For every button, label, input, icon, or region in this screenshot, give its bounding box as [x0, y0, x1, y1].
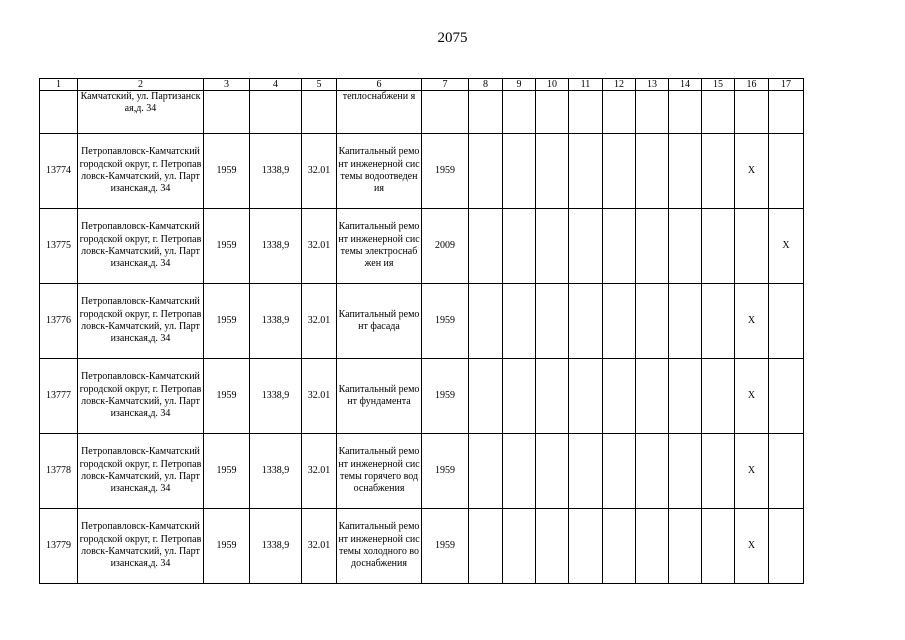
column-number-6: 6 — [337, 79, 422, 91]
mark-col-17 — [769, 134, 804, 209]
empty-cell — [503, 134, 536, 209]
work-type-cell: Капитальный ремонт инженерной системы водоотведения — [337, 134, 422, 209]
year-repair-cell: 1959 — [422, 509, 469, 584]
column-number-14: 14 — [669, 79, 702, 91]
column-number-16: 16 — [735, 79, 769, 91]
empty-cell — [669, 284, 702, 359]
address-cell: Петропавловск-Камчатский городской округ, г. Петропавловск-Камчатский, ул. Партизанская,д. 34 — [78, 359, 204, 434]
empty-cell — [702, 284, 735, 359]
empty-cell — [536, 284, 569, 359]
work-type-cell: Капитальный ремонт инженерной системы холодного водоснабжения — [337, 509, 422, 584]
table-row — [40, 434, 804, 509]
table-row — [40, 134, 804, 209]
column-number-7: 7 — [422, 79, 469, 91]
year-built-cell: 1959 — [204, 359, 250, 434]
empty-cell — [503, 359, 536, 434]
row-id-cell: 13776 — [40, 284, 78, 359]
empty-cell — [636, 434, 669, 509]
code-cell: 32.01 — [302, 209, 337, 284]
year-built-cell: 1959 — [204, 134, 250, 209]
mark-col-17 — [769, 509, 804, 584]
mark-col-17: X — [769, 209, 804, 284]
area-cell: 1338,9 — [250, 434, 302, 509]
work-type-cell: Капитальный ремонт фундамента — [337, 359, 422, 434]
empty-cell — [702, 509, 735, 584]
work-type-cell: Капитальный ремонт инженерной системы электроснабжен ия — [337, 209, 422, 284]
row-id-cell: 13775 — [40, 209, 78, 284]
address-cell: Петропавловск-Камчатский городской округ, г. Петропавловск-Камчатский, ул. Партизанская,д. 34 — [78, 509, 204, 584]
registry-table — [39, 78, 804, 584]
column-number-8: 8 — [469, 79, 503, 91]
mark-col-16: X — [735, 134, 769, 209]
empty-cell — [603, 284, 636, 359]
empty-cell — [669, 434, 702, 509]
empty-cell — [702, 134, 735, 209]
work-type-cell: Капитальный ремонт инженерной системы горячего водоснабжения — [337, 434, 422, 509]
row-id-cell: 13777 — [40, 359, 78, 434]
empty-cell — [669, 134, 702, 209]
area-cell: 1338,9 — [250, 359, 302, 434]
area-cell: 1338,9 — [250, 509, 302, 584]
column-number-13: 13 — [636, 79, 669, 91]
empty-cell — [636, 134, 669, 209]
empty-cell — [636, 509, 669, 584]
empty-cell — [569, 284, 603, 359]
empty-cell — [503, 434, 536, 509]
table-row — [40, 209, 804, 284]
empty-cell — [503, 509, 536, 584]
empty-cell — [603, 509, 636, 584]
table-row — [40, 359, 804, 434]
empty-cell — [503, 284, 536, 359]
area-cell: 1338,9 — [250, 209, 302, 284]
empty-cell — [536, 134, 569, 209]
empty-cell — [669, 359, 702, 434]
year-repair-cell: 1959 — [422, 359, 469, 434]
column-number-17: 17 — [769, 79, 804, 91]
work-type-cell: Капитальный ремонт фасада — [337, 284, 422, 359]
empty-cell — [636, 359, 669, 434]
column-number-row — [40, 79, 804, 91]
mark-col-16: X — [735, 434, 769, 509]
mark-col-17 — [769, 434, 804, 509]
mark-col-16: X — [735, 509, 769, 584]
code-cell: 32.01 — [302, 509, 337, 584]
year-repair-cell: 2009 — [422, 209, 469, 284]
continuation-row — [40, 91, 804, 134]
code-cell: 32.01 — [302, 359, 337, 434]
code-cell: 32.01 — [302, 284, 337, 359]
table-row — [40, 509, 804, 584]
empty-cell — [569, 134, 603, 209]
empty-cell — [469, 209, 503, 284]
empty-cell — [569, 209, 603, 284]
empty-cell — [469, 509, 503, 584]
area-cell: 1338,9 — [250, 284, 302, 359]
empty-cell — [636, 284, 669, 359]
row-id-cell: 13774 — [40, 134, 78, 209]
empty-cell — [569, 359, 603, 434]
mark-col-17 — [769, 284, 804, 359]
empty-cell — [603, 209, 636, 284]
column-number-1: 1 — [40, 79, 78, 91]
column-number-15: 15 — [702, 79, 735, 91]
row-id-cell: 13779 — [40, 509, 78, 584]
empty-cell — [469, 134, 503, 209]
column-number-9: 9 — [503, 79, 536, 91]
empty-cell — [536, 434, 569, 509]
column-number-3: 3 — [204, 79, 250, 91]
address-cell: Петропавловск-Камчатский городской округ, г. Петропавловск-Камчатский, ул. Партизанская,д. 34 — [78, 134, 204, 209]
empty-cell — [536, 509, 569, 584]
address-cell: Петропавловск-Камчатский городской округ, г. Петропавловск-Камчатский, ул. Партизанская,д. 34 — [78, 434, 204, 509]
year-built-cell: 1959 — [204, 284, 250, 359]
empty-cell — [503, 209, 536, 284]
mark-col-16 — [735, 209, 769, 284]
empty-cell — [603, 134, 636, 209]
year-built-cell: 1959 — [204, 509, 250, 584]
empty-cell — [469, 284, 503, 359]
empty-cell — [702, 359, 735, 434]
cont-cell-1 — [40, 91, 78, 134]
address-cell: Петропавловск-Камчатский городской округ, г. Петропавловск-Камчатский, ул. Партизанская,д. 34 — [78, 284, 204, 359]
empty-cell — [702, 434, 735, 509]
cont-address-cell: Камчатский, ул. Партизанская,д. 34 — [78, 91, 204, 134]
code-cell: 32.01 — [302, 434, 337, 509]
page-number: 2075 — [437, 30, 468, 46]
row-id-cell: 13778 — [40, 434, 78, 509]
empty-cell — [669, 209, 702, 284]
empty-cell — [603, 359, 636, 434]
column-number-11: 11 — [569, 79, 603, 91]
empty-cell — [669, 509, 702, 584]
empty-cell — [469, 434, 503, 509]
column-number-5: 5 — [302, 79, 337, 91]
year-repair-cell: 1959 — [422, 434, 469, 509]
column-number-10: 10 — [536, 79, 569, 91]
empty-cell — [536, 209, 569, 284]
year-built-cell: 1959 — [204, 209, 250, 284]
address-cell: Петропавловск-Камчатский городской округ, г. Петропавловск-Камчатский, ул. Партизанская,д. 34 — [78, 209, 204, 284]
year-built-cell: 1959 — [204, 434, 250, 509]
empty-cell — [603, 434, 636, 509]
empty-cell — [469, 359, 503, 434]
column-number-12: 12 — [603, 79, 636, 91]
column-number-4: 4 — [250, 79, 302, 91]
mark-col-16: X — [735, 359, 769, 434]
code-cell: 32.01 — [302, 134, 337, 209]
empty-cell — [536, 359, 569, 434]
year-repair-cell: 1959 — [422, 134, 469, 209]
area-cell: 1338,9 — [250, 134, 302, 209]
empty-cell — [636, 209, 669, 284]
mark-col-16: X — [735, 284, 769, 359]
year-repair-cell: 1959 — [422, 284, 469, 359]
empty-cell — [569, 509, 603, 584]
empty-cell — [702, 209, 735, 284]
table-row — [40, 284, 804, 359]
mark-col-17 — [769, 359, 804, 434]
column-number-2: 2 — [78, 79, 204, 91]
empty-cell — [569, 434, 603, 509]
cont-work-type-cell: теплоснабжени я — [337, 91, 422, 134]
